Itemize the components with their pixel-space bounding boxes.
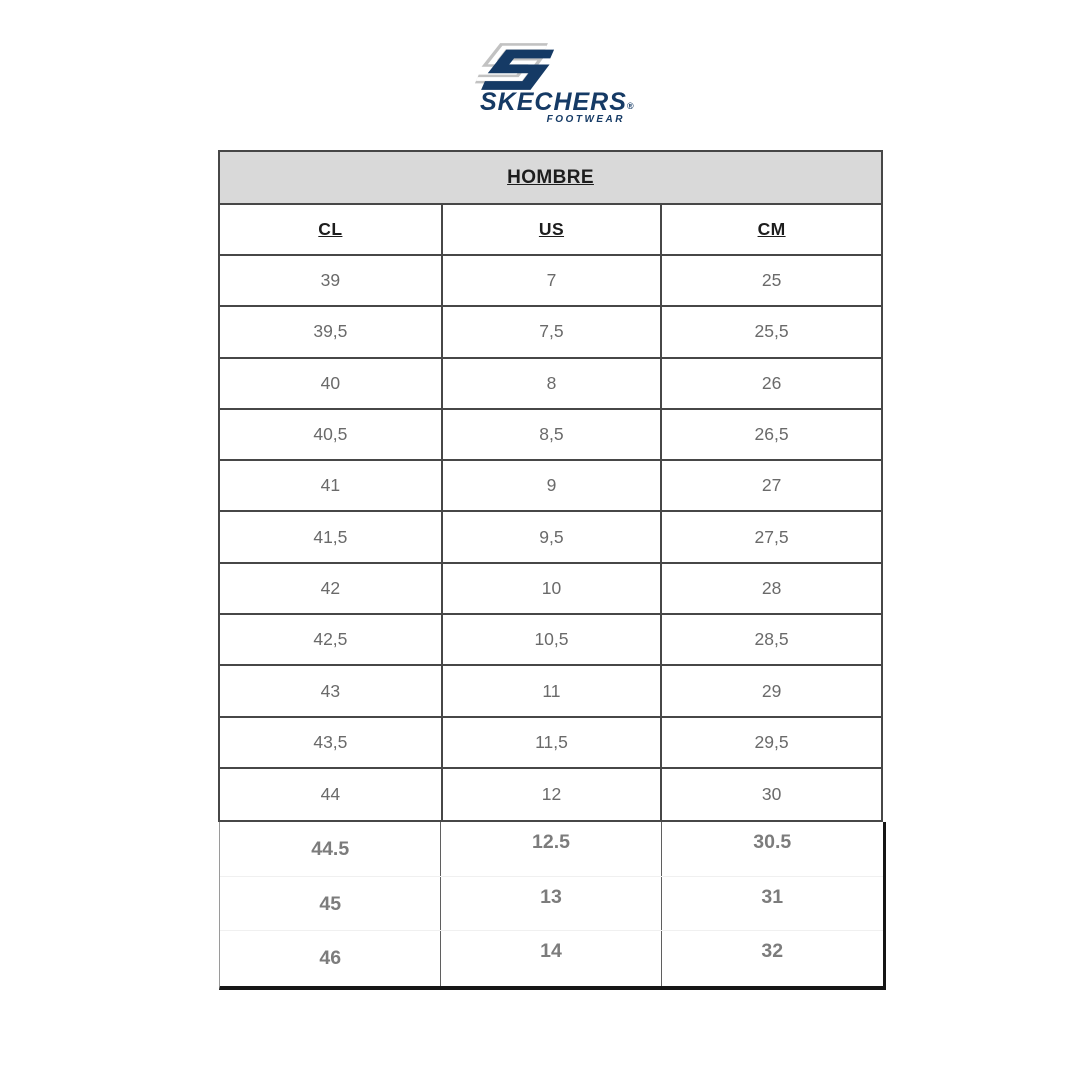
size-row [220, 307, 881, 358]
size-cell-cm: 29 [761, 680, 782, 701]
brand-wordmark [480, 88, 634, 117]
size-cell-us: 10,5 [443, 615, 662, 664]
size-row [220, 410, 881, 461]
column-header-us: US [443, 205, 662, 254]
size-cell-us: 14 [441, 931, 661, 986]
column-header-cm: CM [757, 219, 786, 239]
size-row [220, 718, 881, 769]
size-cell-cm: 26,5 [754, 424, 789, 445]
size-row [220, 359, 881, 410]
size-cell-cm: 30.5 [753, 831, 792, 853]
skechers-logo [468, 42, 646, 126]
size-cell-cm: 27,5 [754, 526, 789, 547]
size-cell-cm: 27 [761, 475, 782, 496]
size-cell-us: 7 [443, 256, 662, 305]
size-cell-us: 7,5 [443, 307, 662, 356]
size-cell-cm: 28,5 [754, 629, 789, 650]
footwear-subtitle: FOOTWEAR [546, 114, 625, 125]
column-header-cl: CL [220, 205, 443, 254]
size-cell-us: 12 [443, 769, 662, 820]
size-cell-us: 11,5 [443, 718, 662, 767]
size-cell-cl: 43 [220, 666, 443, 715]
size-cell-cm: 25,5 [754, 321, 789, 342]
size-cell-cl: 42 [220, 564, 443, 613]
size-cell-cm: 26 [761, 372, 782, 393]
size-cell-cl: 40 [220, 359, 443, 408]
size-cell-cm: 31 [761, 885, 784, 908]
size-row [220, 256, 881, 307]
size-row-bold [220, 931, 883, 986]
size-row-bold [220, 877, 883, 932]
registered-mark-icon: ® [626, 101, 634, 111]
size-cell-us: 10 [443, 564, 662, 613]
size-chart-table [218, 150, 883, 822]
size-cell-us: 9,5 [443, 512, 662, 561]
size-cell-cl: 41,5 [220, 512, 443, 561]
s-monogram-icon [470, 42, 560, 92]
table-title-row [220, 152, 881, 205]
size-cell-cm: 28 [761, 577, 782, 598]
size-cell-us: 12.5 [441, 822, 661, 876]
size-cell-cl: 44 [220, 769, 443, 820]
size-cell-cl: 42,5 [220, 615, 443, 664]
size-row [220, 512, 881, 563]
size-cell-cl: 43,5 [220, 718, 443, 767]
size-row-bold [220, 822, 883, 877]
bold-sizes-section [219, 822, 886, 990]
size-cell-us: 13 [441, 877, 661, 931]
size-cell-cm: 29,5 [754, 731, 789, 752]
size-row [220, 615, 881, 666]
size-cell-us: 11 [443, 666, 662, 715]
size-cell-us: 8,5 [443, 410, 662, 459]
size-row [220, 666, 881, 717]
size-cell-cl: 41 [220, 461, 443, 510]
size-cell-us: 8 [443, 359, 662, 408]
size-row [220, 461, 881, 512]
size-row [220, 769, 881, 820]
brand-name: SKECHERS [480, 88, 627, 116]
size-cell-cl: 45 [220, 877, 441, 931]
table-title: HOMBRE [507, 166, 594, 188]
size-row [220, 564, 881, 615]
size-cell-cm: 30 [761, 784, 782, 805]
size-cell-cm: 32 [761, 940, 784, 963]
size-cell-cl: 40,5 [220, 410, 443, 459]
column-header-row [220, 205, 881, 256]
size-cell-cm: 25 [761, 270, 782, 291]
size-cell-cl: 46 [220, 931, 441, 986]
size-cell-cl: 39 [220, 256, 443, 305]
size-cell-us: 9 [443, 461, 662, 510]
size-cell-cl: 39,5 [220, 307, 443, 356]
size-cell-cl: 44.5 [220, 822, 441, 876]
